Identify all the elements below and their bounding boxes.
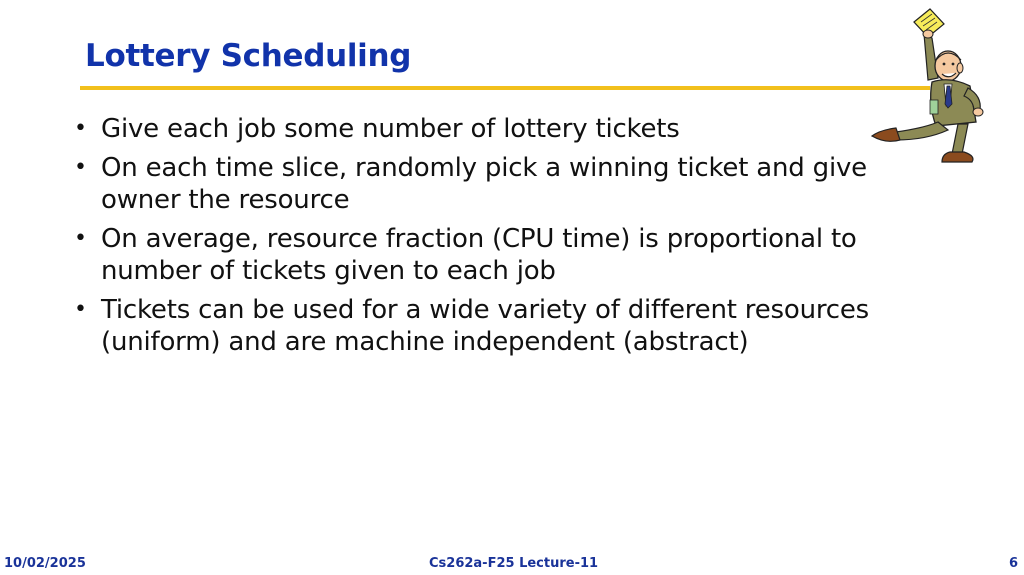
slide-title: Lottery Scheduling [85, 38, 412, 74]
title-underline [80, 86, 930, 90]
lottery-winner-icon [866, 4, 986, 166]
footer-date: 10/02/2025 [4, 556, 86, 571]
bullet-list [72, 113, 892, 365]
bullet-icon: • [74, 116, 87, 141]
bullet-icon: • [74, 297, 87, 322]
bullet-text: Give each job some number of lottery tickets [101, 114, 680, 144]
bullet-item [72, 294, 892, 358]
bullet-icon: • [74, 226, 87, 251]
footer-course-title: Cs262a-F25 Lecture-11 [429, 556, 599, 571]
bullet-icon: • [74, 155, 87, 180]
bullet-text: Tickets can be used for a wide variety of different resources (uniform) and are machine independent (abstract) [101, 295, 870, 357]
footer-page-number: 6 [1009, 556, 1019, 571]
bullet-item [72, 113, 892, 145]
bullet-text: On average, resource fraction (CPU time) is proportional to number of tickets given to each job [101, 224, 857, 286]
bullet-text: On each time slice, randomly pick a winning ticket and give owner the resource [101, 153, 867, 215]
bullet-item [72, 223, 892, 287]
bullet-item [72, 152, 892, 216]
